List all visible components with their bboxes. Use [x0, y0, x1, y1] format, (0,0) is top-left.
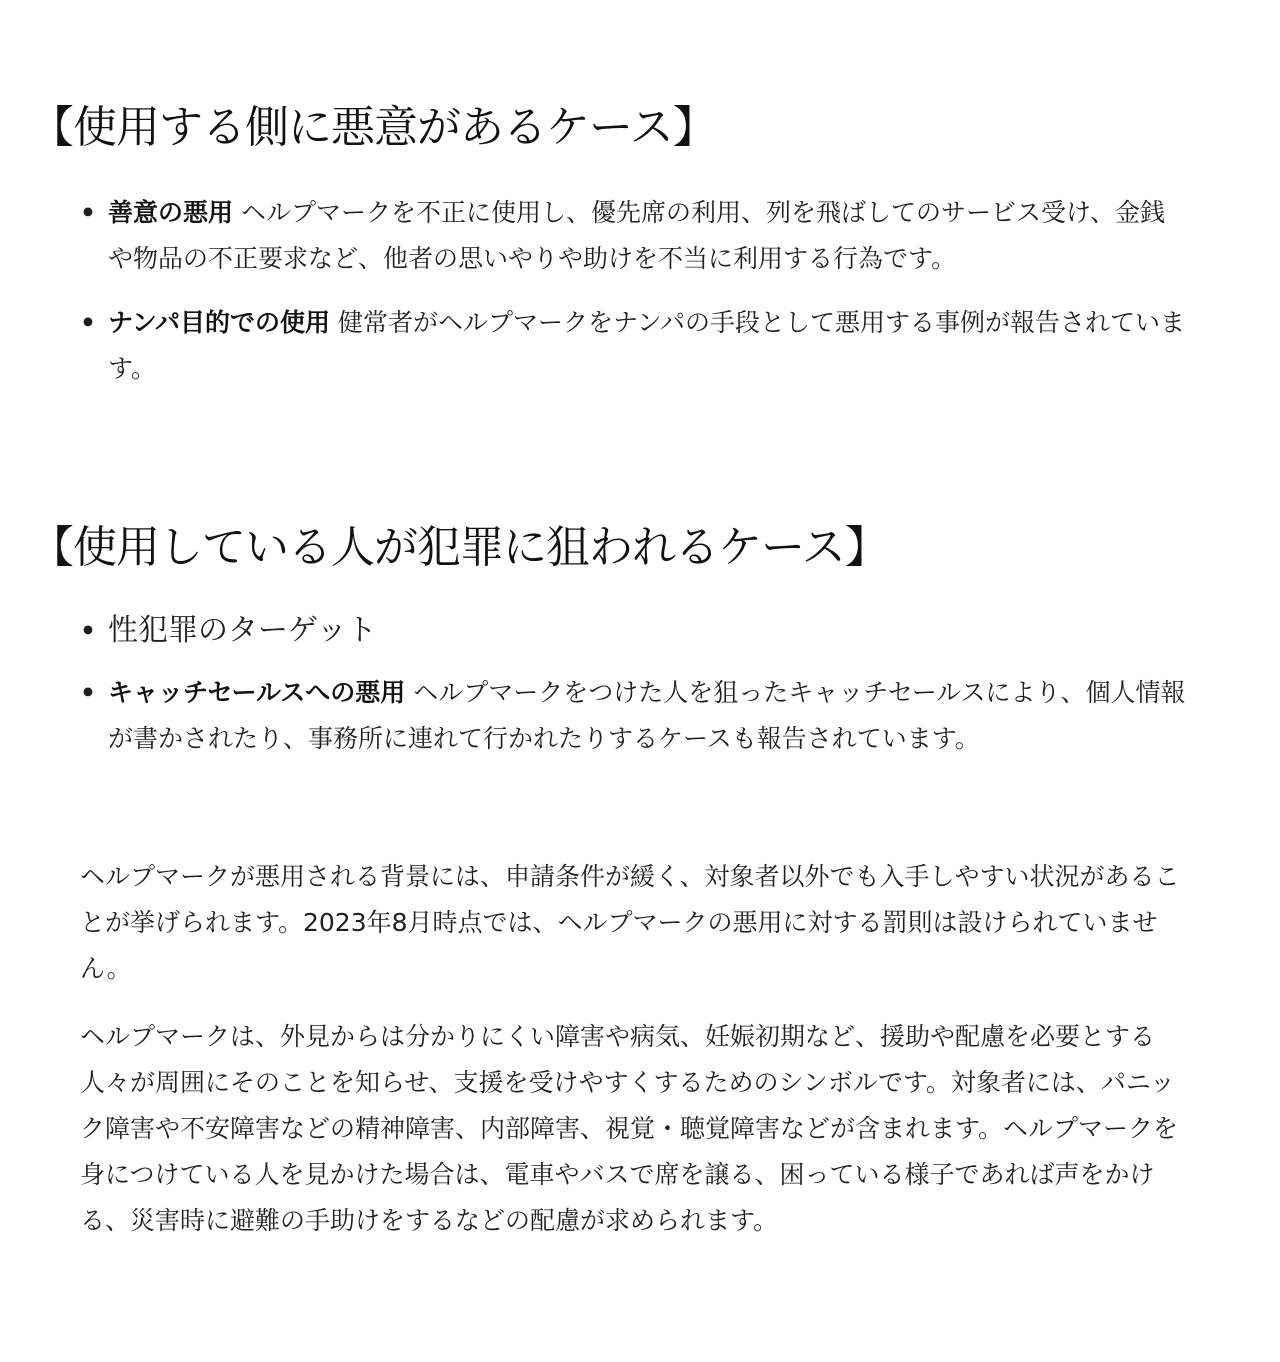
- item-term: ナンパ目的での使用: [108, 308, 331, 337]
- item-term: キャッチセールスへの悪用: [108, 678, 406, 707]
- item-text: ヘルプマークを不正に使用し、優先席の利用、列を飛ばしてのサービス受け、金銭や物品の不正要求など、他者の思いやりや助けを不当に利用する行為です。: [108, 198, 1165, 273]
- bullet-icon: •: [80, 198, 96, 227]
- list-item: [0, 606, 1188, 656]
- list-item: [0, 190, 1188, 282]
- item-text: ヘルプマークをつけた人を狙ったキャッチセールスにより、個人情報が書かされたり、事務所に連れて行かれたりするケースも報告されています。: [108, 678, 1186, 753]
- list-item: [0, 670, 1188, 762]
- item-text: 健常者がヘルプマークをナンパの手段として悪用する事例が報告されています。: [108, 308, 1185, 383]
- section-heading-malicious-use: 【使用する側に悪意があるケース】: [30, 102, 716, 153]
- malicious-use-list: [0, 190, 1280, 410]
- paragraph-background: ヘルプマークが悪用される背景には、申請条件が緩く、対象者以外でも入手しやすい状況があることが挙げられます。2023年8月時点では、ヘルプマークの悪用に対する罰則は設けられていません。: [80, 862, 1180, 983]
- item-term: 善意の悪用: [108, 198, 234, 227]
- targeted-users-list: [0, 606, 1280, 780]
- item-text: 性犯罪のターゲット: [108, 613, 377, 648]
- paragraph-help-mark-explanation: ヘルプマークは、外見からは分かりにくい障害や病気、妊娠初期など、援助や配慮を必要とする人々が周囲にそのことを知らせ、支援を受けやすくするためのシンボルです。対象者には、パニック障害や不安障害などの精神障害、内部障害、視覚・聴覚障害などが含まれます。ヘルプマークを身につけている人を見かけた場合は、電車やバスで席を譲る、困っている様子であれば声をかける、災害時に避難の手助けをするなどの配慮が求められます。: [80, 1022, 1179, 1235]
- bullet-icon: •: [80, 678, 96, 707]
- section-heading-targeted-users: 【使用している人が犯罪に狙われるケース】: [30, 522, 888, 573]
- list-item: [0, 300, 1188, 392]
- bullet-icon: •: [80, 308, 96, 337]
- bullet-icon: •: [80, 616, 96, 645]
